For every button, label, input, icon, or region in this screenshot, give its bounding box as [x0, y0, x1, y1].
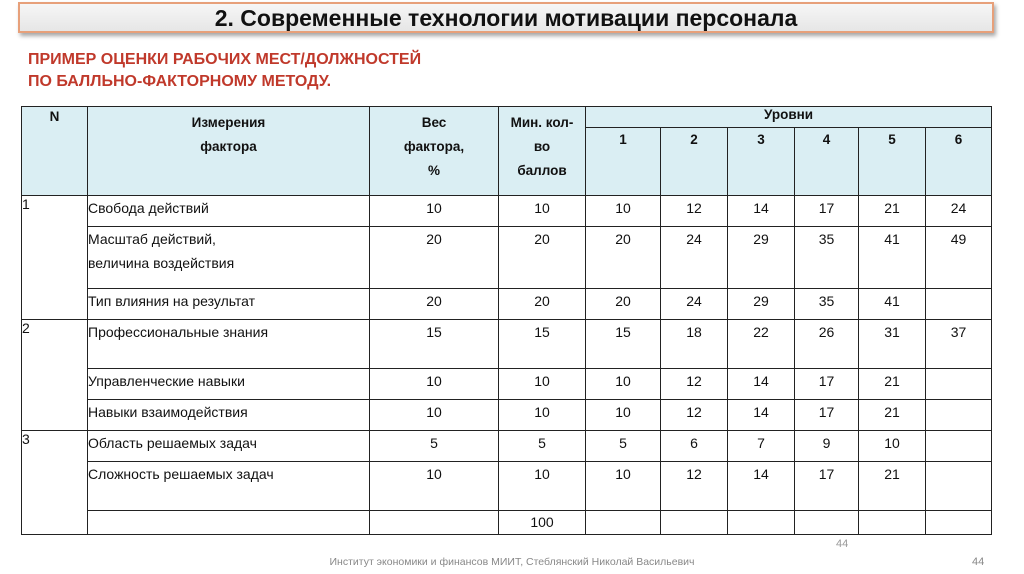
table-row: [22, 431, 992, 462]
slide-title: 2. Современные технологии мотивации персонала: [18, 2, 994, 33]
header-min-points: Мин. кол- во баллов: [499, 107, 586, 196]
header-level-3: 3: [728, 128, 795, 196]
level-value: 17: [795, 369, 859, 400]
total-empty-cell: [795, 511, 859, 535]
total-weight-cell: [370, 511, 499, 535]
total-row: [22, 511, 992, 535]
level-value: 9: [795, 431, 859, 462]
total-empty-cell: [586, 511, 661, 535]
subtitle-line-2: ПО БАЛЛЬНО-ФАКТОРНОМУ МЕТОДУ.: [28, 73, 332, 90]
factor-min-points: 10: [499, 400, 586, 431]
level-value: 17: [795, 400, 859, 431]
total-empty-cell: [661, 511, 728, 535]
level-value: [926, 400, 992, 431]
level-value: 22: [728, 320, 795, 369]
header-n: N: [22, 107, 88, 196]
factor-name: Управленческие навыки: [88, 369, 370, 400]
factor-min-points: 20: [499, 289, 586, 320]
factor-min-points: 5: [499, 431, 586, 462]
header-level-2: 2: [661, 128, 728, 196]
factor-name: Масштаб действий, величина воздействия: [88, 227, 370, 289]
level-value: [926, 462, 992, 511]
table-row: [22, 462, 992, 511]
total-label-cell: [88, 511, 370, 535]
evaluation-table: [21, 106, 992, 535]
factor-weight: 5: [370, 431, 499, 462]
level-value: 41: [859, 289, 926, 320]
factor-weight: 10: [370, 462, 499, 511]
header-factor: Измерения фактора: [88, 107, 370, 196]
level-value: 29: [728, 289, 795, 320]
header-weight: Вес фактора, %: [370, 107, 499, 196]
level-value: 10: [586, 462, 661, 511]
level-value: 12: [661, 369, 728, 400]
table-row: [22, 400, 992, 431]
level-value: 17: [795, 196, 859, 227]
factor-min-points: 10: [499, 369, 586, 400]
factor-weight: 10: [370, 369, 499, 400]
factor-name: Область решаемых задач: [88, 431, 370, 462]
total-empty-cell: [859, 511, 926, 535]
level-value: 26: [795, 320, 859, 369]
level-value: 20: [586, 289, 661, 320]
factor-weight: 10: [370, 196, 499, 227]
header-level-1: 1: [586, 128, 661, 196]
level-value: 10: [586, 369, 661, 400]
level-value: 14: [728, 462, 795, 511]
level-value: 29: [728, 227, 795, 289]
level-value: 21: [859, 400, 926, 431]
factor-name: Свобода действий: [88, 196, 370, 227]
level-value: 12: [661, 462, 728, 511]
group-index: 3: [22, 431, 88, 535]
level-value: 24: [661, 227, 728, 289]
table-row: [22, 196, 992, 227]
level-value: 21: [859, 196, 926, 227]
level-value: 24: [926, 196, 992, 227]
header-level-4: 4: [795, 128, 859, 196]
subtitle-line-1: ПРИМЕР ОЦЕНКИ РАБОЧИХ МЕСТ/ДОЛЖНОСТЕЙ: [28, 51, 422, 68]
page-number-upper: 44: [836, 538, 849, 550]
slide-subtitle: [28, 49, 421, 93]
level-value: 12: [661, 196, 728, 227]
factor-weight: 20: [370, 289, 499, 320]
level-value: 5: [586, 431, 661, 462]
factor-name: Профессиональные знания: [88, 320, 370, 369]
table-row: [22, 289, 992, 320]
factor-weight: 20: [370, 227, 499, 289]
level-value: 41: [859, 227, 926, 289]
footer-text: Институт экономики и финансов МИИТ, Стеблянский Николай Васильевич: [329, 556, 695, 568]
group-index: 1: [22, 196, 88, 320]
factor-min-points: 10: [499, 196, 586, 227]
factor-min-points: 15: [499, 320, 586, 369]
page-number-lower: 44: [972, 556, 985, 568]
level-value: 35: [795, 227, 859, 289]
factor-weight: 15: [370, 320, 499, 369]
level-value: 21: [859, 462, 926, 511]
level-value: 49: [926, 227, 992, 289]
level-value: 21: [859, 369, 926, 400]
header-levels: Уровни: [586, 107, 992, 128]
level-value: 15: [586, 320, 661, 369]
level-value: [926, 431, 992, 462]
header-level-5: 5: [859, 128, 926, 196]
factor-name: Тип влияния на результат: [88, 289, 370, 320]
total-empty-cell: [926, 511, 992, 535]
level-value: 6: [661, 431, 728, 462]
factor-weight: 10: [370, 400, 499, 431]
level-value: 7: [728, 431, 795, 462]
level-value: 14: [728, 369, 795, 400]
table-row: [22, 320, 992, 369]
level-value: 10: [586, 400, 661, 431]
level-value: [926, 369, 992, 400]
factor-name: Сложность решаемых задач: [88, 462, 370, 511]
total-empty-cell: [728, 511, 795, 535]
level-value: 31: [859, 320, 926, 369]
factor-min-points: 10: [499, 462, 586, 511]
level-value: 37: [926, 320, 992, 369]
level-value: 12: [661, 400, 728, 431]
level-value: 18: [661, 320, 728, 369]
level-value: [926, 289, 992, 320]
level-value: 10: [586, 196, 661, 227]
table-row: [22, 227, 992, 289]
factor-name: Навыки взаимодействия: [88, 400, 370, 431]
factor-min-points: 20: [499, 227, 586, 289]
level-value: 14: [728, 196, 795, 227]
level-value: 35: [795, 289, 859, 320]
table-row: [22, 369, 992, 400]
group-index: 2: [22, 320, 88, 431]
total-min-points: 100: [499, 511, 586, 535]
level-value: 10: [859, 431, 926, 462]
level-value: 17: [795, 462, 859, 511]
level-value: 24: [661, 289, 728, 320]
header-level-6: 6: [926, 128, 992, 196]
level-value: 14: [728, 400, 795, 431]
level-value: 20: [586, 227, 661, 289]
